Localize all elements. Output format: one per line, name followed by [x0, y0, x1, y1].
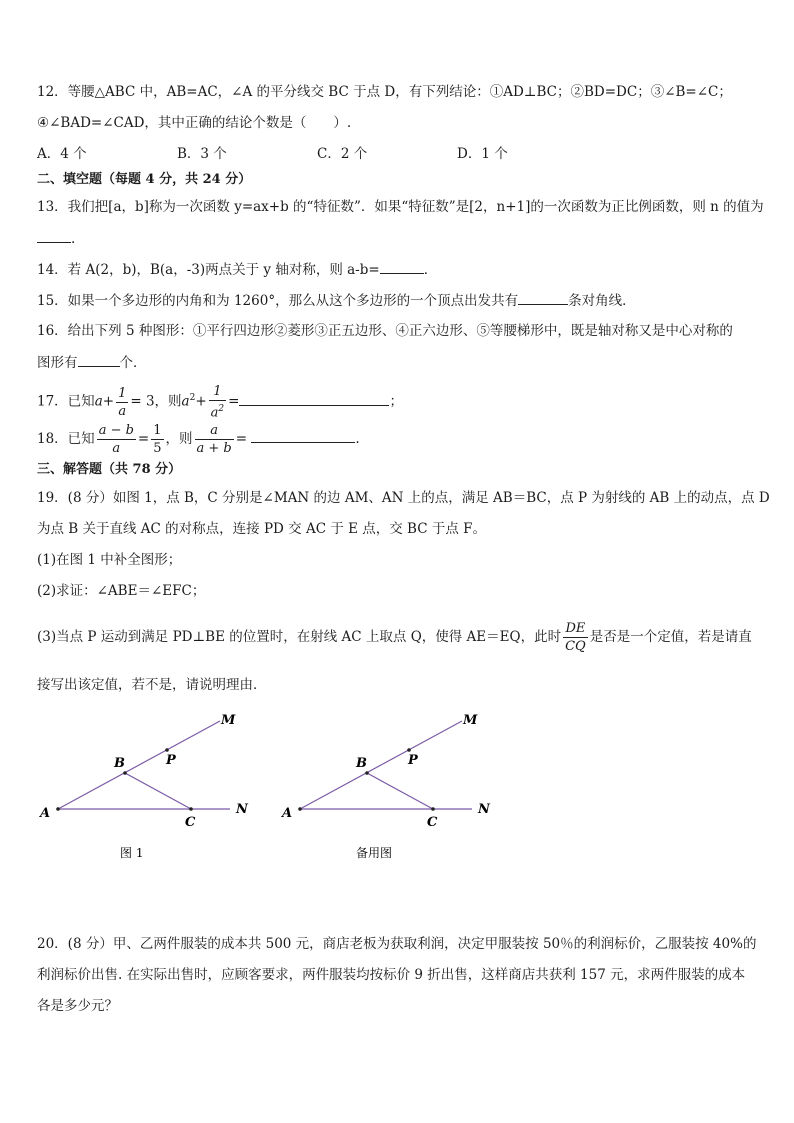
q19-last-line: 接写出该定值，若不是，请说明理由． [37, 677, 267, 693]
q20-line3: 各是多少元？ [37, 998, 118, 1014]
q19-ratio-fraction [563, 620, 588, 655]
q18-fraction-2-numerator: 1 [153, 423, 162, 438]
q17-exponent: 2 [189, 393, 196, 403]
q17-fraction-1-numerator: 1 [118, 385, 127, 401]
q13-line1: 13．我们把[a，b]称为一次函数 y=ax+b 的“特征数”．如果“特征数”是[2，n+1]的一次函数为正比例函数，则 n 的值为 [37, 199, 764, 215]
q12-option-c[interactable]: C．2 个 [317, 146, 368, 162]
segment-bc [367, 773, 433, 809]
ray-am [58, 721, 220, 809]
q15-text: 15．如果一个多边形的内角和为 1260°，那么从这个多边形的一个顶点出发共有 [37, 293, 519, 309]
q19-part3 [37, 617, 752, 657]
q18-fraction-1-denominator: a [112, 441, 121, 456]
q17-var-a: a [94, 393, 103, 410]
q18-equals-1: = [137, 431, 150, 447]
q18-fraction-2-denominator: 5 [153, 441, 162, 456]
ray-am [300, 721, 462, 809]
label-n: N [236, 802, 248, 817]
q17-fraction-2 [209, 383, 227, 421]
label-a: A [40, 806, 51, 821]
q18-end: . [355, 431, 360, 447]
q15 [37, 290, 636, 311]
q12-option-b[interactable]: B．3 个 [177, 146, 227, 162]
label-a: A [282, 806, 293, 821]
q19-part3-text: (3)当点 P 运动到满足 PD⊥BE 的位置时，在射线 AC 上取点 Q，使得 AE＝EQ，此时 [37, 629, 562, 645]
point-a [56, 807, 60, 811]
figure-1 [30, 700, 260, 865]
segment-bc [125, 773, 191, 809]
q17-plus: + [102, 393, 115, 410]
q16-line2 [37, 352, 147, 373]
q14-answer-blank[interactable] [380, 259, 424, 274]
q16-text2: 图形有 [37, 355, 78, 371]
figure-spare-caption: 备用图 [356, 846, 393, 860]
q12-option-a[interactable]: A．4 个 [37, 146, 87, 162]
q18-fraction-1 [97, 422, 136, 457]
q16-end: 个． [119, 355, 147, 371]
q15-answer-blank[interactable] [518, 290, 568, 305]
q17-fraction-2-den-var: a [210, 405, 219, 421]
point-p [407, 748, 411, 752]
q18-fraction-1-numerator: a − b [98, 423, 134, 438]
section-solutions-title: 三、解答题（共 78 分） [37, 462, 182, 477]
q14-text: 14．若 A(2，b)，B(a，-3)两点关于 y 轴对称，则 a-b= [37, 262, 380, 278]
q18-fraction-2 [151, 422, 163, 457]
q17-fraction-1 [116, 385, 128, 420]
q18-answer-blank[interactable] [251, 428, 355, 443]
q19-line2: 为点 B 关于直线 AC 的对称点，连接 PD 交 AC 于 E 点，交 BC 于点 F。 [37, 521, 486, 537]
q19-part3-text-end: 是否是一个定值，若是请直 [589, 629, 752, 645]
q18 [37, 419, 360, 459]
section-fill-in-title: 二、填空题（每题 4 分，共 24 分） [37, 172, 252, 187]
q13-end: . [71, 231, 76, 247]
q17-end: ； [389, 393, 403, 410]
q14 [37, 259, 437, 280]
q13-answer-blank[interactable] [37, 228, 71, 243]
label-n: N [478, 802, 490, 817]
q19-part1: (1)在图 1 中补全图形； [37, 552, 182, 568]
q17-plus2: + [195, 393, 207, 410]
label-m: M [221, 713, 236, 728]
q17-fraction-1-denominator: a [118, 403, 127, 419]
q20-line2: 利润标价出售. 在实际出售时，应顾客要求，两件服装均按标价 9 折出售，这样商店共获利 157 元，求两件服装的成本 [37, 967, 746, 983]
point-p [165, 748, 169, 752]
q19-ratio-denominator: CQ [565, 639, 586, 654]
q12-line1: 12．等腰△ABC 中，AB=AC，∠A 的平分线交 BC 于点 D，有下列结论：①AD⊥BC；②BD=DC；③∠B=∠C； [37, 84, 732, 100]
q12-options [37, 144, 597, 164]
point-b [123, 771, 127, 775]
q18-equals-2: = [235, 431, 248, 447]
q18-fraction-3-denominator: a + b [196, 441, 232, 456]
label-b: B [356, 756, 367, 771]
figure-spare [272, 700, 502, 865]
q17-fraction-2-den-exponent: 2 [218, 403, 225, 414]
q20-line1: 20．(8 分）甲、乙两件服装的成本共 500 元，商店老板为获取利润，决定甲服装按 50％的利润标价，乙服装按 40%的 [37, 936, 757, 952]
q17-equals: = [228, 393, 240, 410]
q18-then: ，则 [165, 431, 193, 447]
q14-end: ． [423, 262, 438, 278]
q18-prefix: 18．已知 [37, 431, 95, 447]
q19-line1: 19．(8 分）如图 1，点 B，C 分别是∠MAN 的边 AM、AN 上的点，满足 AB＝BC，点 P 为射线的 AB 上的动点，点 D [37, 490, 770, 506]
q19-ratio-numerator: DE [563, 620, 588, 638]
label-b: B [114, 756, 125, 771]
q12-line2: ④∠BAD=∠CAD，其中正确的结论个数是（ ）. [37, 115, 352, 131]
point-b [365, 771, 369, 775]
label-p: P [166, 753, 176, 768]
q18-fraction-3-numerator: a [195, 422, 234, 440]
figure-1-caption: 图 1 [120, 846, 144, 860]
q18-fraction-3 [195, 422, 234, 457]
q16-answer-blank[interactable] [78, 352, 120, 367]
q17-fraction-2-numerator: 1 [209, 383, 227, 401]
q17-answer-blank[interactable] [239, 391, 389, 406]
label-p: P [408, 753, 418, 768]
q16-line1: 16．给出下列 5 种图形：①平行四边形②菱形③正五边形、④正六边形、⑤等腰梯形中，既是轴对称又是中心对称的 [37, 323, 733, 339]
q13-answer-line [37, 228, 75, 249]
label-c: C [427, 815, 438, 830]
q17-var-a2: a [181, 393, 190, 410]
point-c [431, 807, 435, 811]
q12-option-d[interactable]: D．1 个 [457, 146, 508, 162]
point-a [298, 807, 302, 811]
point-c [189, 807, 193, 811]
q17-condition: = 3，则 [130, 393, 182, 410]
q17-prefix: 17．已知 [37, 393, 95, 410]
q19-part2: (2)求证：∠ABE＝∠EFC； [37, 583, 206, 599]
label-c: C [185, 815, 196, 830]
q17 [37, 378, 403, 422]
q15-end: 条对角线． [568, 293, 636, 309]
label-m: M [463, 713, 478, 728]
